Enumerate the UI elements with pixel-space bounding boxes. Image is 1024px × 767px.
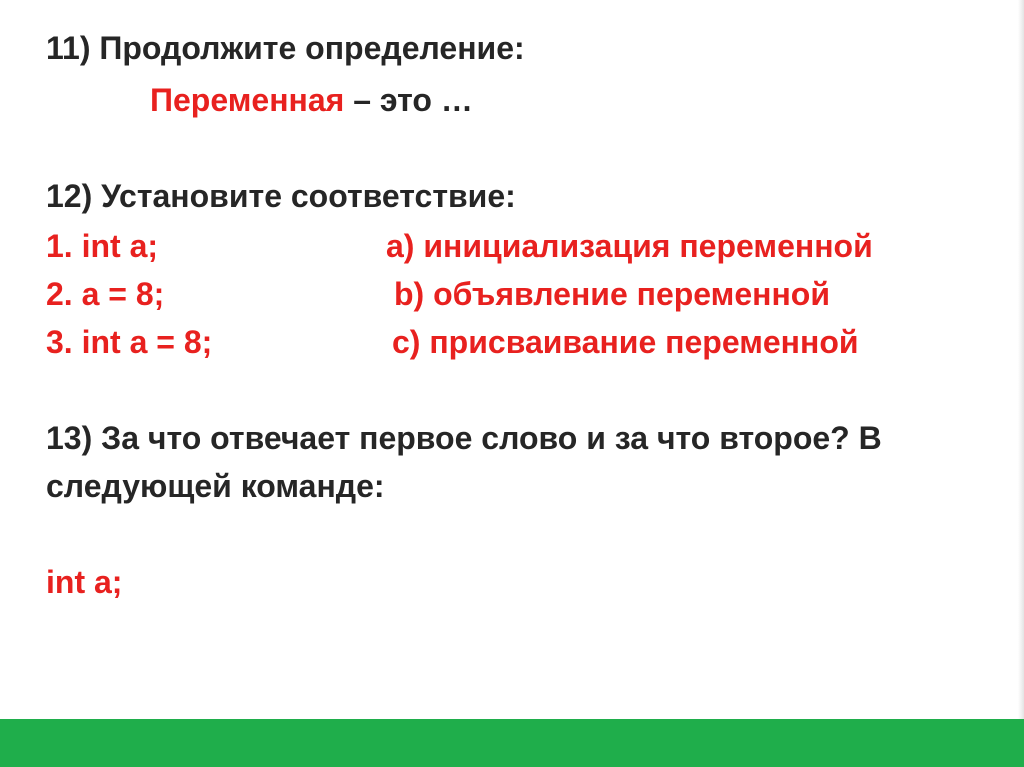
q12-row-2-left: 2. a = 8; (46, 276, 165, 312)
q12-row-1-right: a) инициализация переменной (386, 228, 873, 264)
slide-edge-shadow (1018, 0, 1024, 719)
q11-rest: – это … (344, 82, 473, 118)
q11-definition-line (150, 80, 473, 120)
q12-row-2-right: b) объявление переменной (394, 276, 831, 312)
q13-line-1: 13) За что отвечает первое слово и за что второе? В (46, 420, 882, 456)
q13-line-2: следующей команде: (46, 468, 385, 504)
q11-term: Переменная (150, 82, 345, 118)
q12-title: 12) Установите соответствие: (46, 178, 516, 214)
bottom-green-bar (0, 719, 1024, 767)
q12-row-1-left: 1. int a; (46, 228, 159, 264)
q12-row-3-right: c) присваивание переменной (392, 324, 859, 360)
q11-title: 11) Продолжите определение: (46, 30, 525, 66)
q13-code: int a; (46, 564, 123, 600)
q12-row-3-left: 3. int a = 8; (46, 324, 213, 360)
